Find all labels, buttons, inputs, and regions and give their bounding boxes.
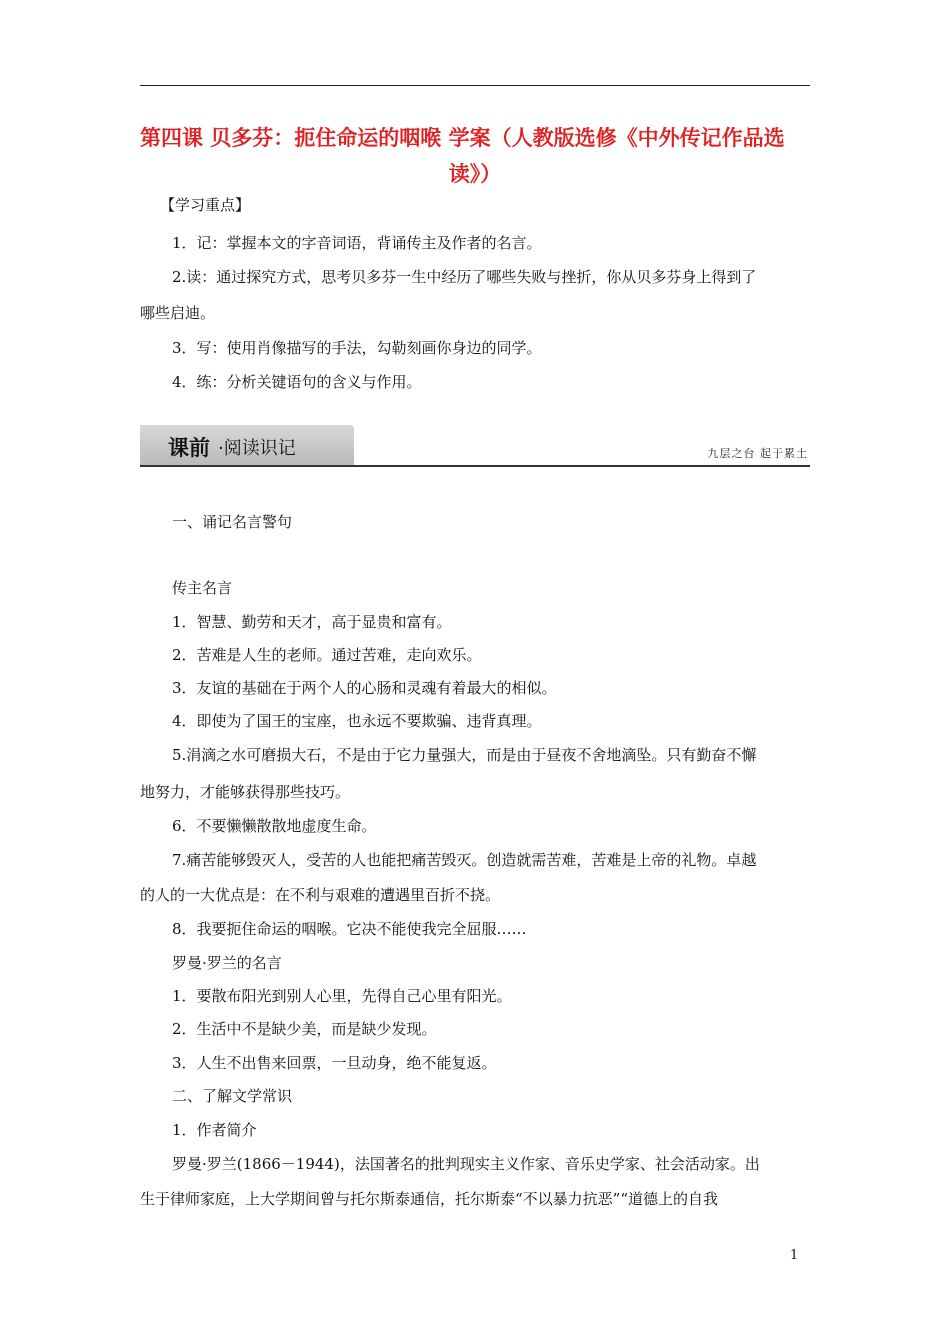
document-title: [140, 120, 810, 192]
quote-item: 3．友谊的基础在于两个人的心肠和灵魂有着最大的相似。: [172, 679, 557, 697]
section-heading: 一、诵记名言警句: [172, 513, 293, 531]
banner-motto: 九层之台 起于累土: [707, 447, 808, 460]
subsection-heading: 1．作者简介: [172, 1121, 257, 1139]
quote-item: 8．我要扼住命运的咽喉。它决不能使我完全屈服……: [172, 920, 527, 938]
title-line-2: 读》）: [448, 162, 502, 186]
focus-item: 1．记：掌握本文的字音词语，背诵传主及作者的名言。: [172, 234, 542, 252]
header-rule: [140, 85, 810, 86]
quote-item: 5.涓滴之水可磨损大石，不是由于它力量强大，而是由于昼夜不舍地滴坠。只有勤奋不懈: [172, 746, 757, 764]
quote-item: 4．即使为了国王的宝座，也永远不要欺骗、违背真理。: [172, 712, 542, 730]
quote-item: 1．智慧、勤劳和天才，高于显贵和富有。: [172, 613, 452, 631]
focus-item: 4．练：分析关键语句的含义与作用。: [172, 373, 422, 391]
banner-tab: [140, 425, 354, 467]
bio-text: 生于律师家庭，上大学期间曾与托尔斯泰通信，托尔斯泰“不以暴力抗恶”“道德上的自我: [140, 1190, 719, 1208]
title-line-1: 第四课 贝多芬：扼住命运的咽喉 学案（人教版选修《中外传记作品选: [140, 126, 785, 150]
quote-item: 1．要散布阳光到别人心里，先得自己心里有阳光。: [172, 987, 512, 1005]
banner-rule: [140, 465, 810, 467]
quote-item: 地努力，才能够获得那些技巧。: [140, 783, 351, 801]
quote-item: 2．苦难是人生的老师。通过苦难，走向欢乐。: [172, 646, 482, 664]
focus-item: 3．写：使用肖像描写的手法，勾勒刻画你身边的同学。: [172, 339, 542, 357]
quote-item: 的人的一大优点是：在不利与艰难的遭遇里百折不挠。: [140, 886, 501, 904]
section-heading: 二、了解文学常识: [172, 1087, 293, 1105]
banner-bold-label: 课前: [168, 436, 210, 460]
quote-item: 6．不要懒懒散散地虚度生命。: [172, 817, 377, 835]
quote-item: 3．人生不出售来回票，一旦动身，绝不能复返。: [172, 1054, 497, 1072]
subject-quotes-heading: 传主名言: [172, 579, 233, 597]
bio-text: 罗曼·罗兰(1866－1944)，法国著名的批判现实主义作家、音乐史学家、社会活动家。出: [172, 1155, 760, 1173]
focus-item: 2.读：通过探究方式，思考贝多芬一生中经历了哪些失败与挫折，你从贝多芬身上得到了: [172, 268, 757, 286]
focus-item: 哪些启迪。: [140, 304, 216, 322]
quote-item: 7.痛苦能够毁灭人，受苦的人也能把痛苦毁灭。创造就需苦难，苦难是上帝的礼物。卓越: [172, 851, 757, 869]
page-number: 1: [790, 1248, 799, 1263]
banner-label: ·阅读识记: [218, 438, 296, 459]
quote-item: 2．生活中不是缺少美，而是缺少发现。: [172, 1020, 437, 1038]
section-banner: [140, 425, 810, 467]
author-quotes-heading: 罗曼·罗兰的名言: [172, 954, 282, 972]
focus-heading: 【学习重点】: [160, 196, 251, 214]
